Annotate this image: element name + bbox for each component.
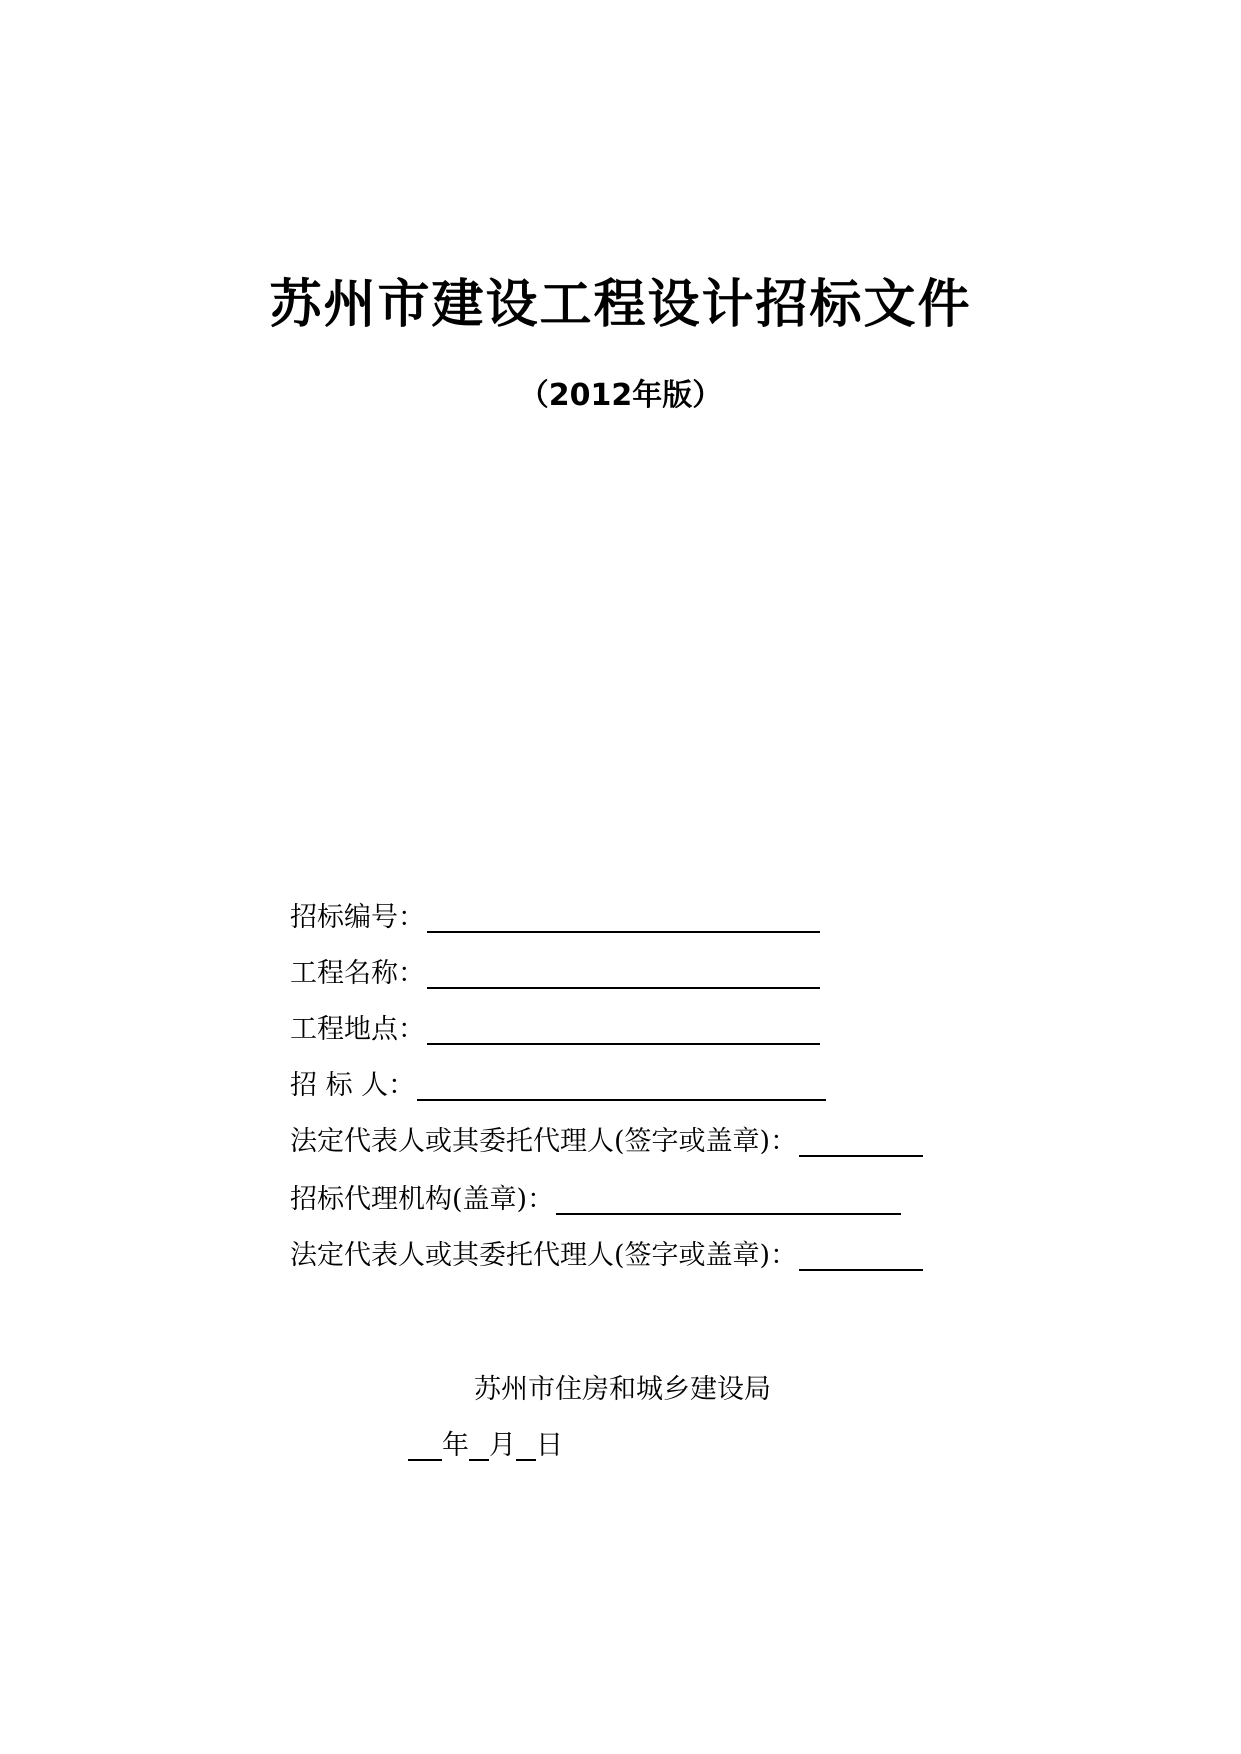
field-label: 招标编号： xyxy=(290,902,425,933)
tender-agency-blank[interactable] xyxy=(556,1183,901,1215)
field-agency-legal-representative xyxy=(290,1234,923,1274)
year-blank[interactable] xyxy=(408,1429,442,1461)
field-legal-representative xyxy=(290,1120,923,1160)
tenderer-blank[interactable] xyxy=(417,1069,826,1101)
agency-legal-representative-blank[interactable] xyxy=(799,1239,923,1271)
project-location-blank[interactable] xyxy=(427,1013,820,1045)
issuing-authority: 苏州市住房和城乡建设局 xyxy=(474,1374,771,1405)
field-label: 招标代理机构(盖章)： xyxy=(290,1184,555,1215)
field-tenderer xyxy=(290,1064,826,1104)
project-name-blank[interactable] xyxy=(427,957,820,989)
tender-number-blank[interactable] xyxy=(427,901,820,933)
field-label: 招 标 人： xyxy=(290,1070,416,1101)
issue-date xyxy=(408,1428,563,1464)
field-label: 法定代表人或其委托代理人(签字或盖章)： xyxy=(290,1240,798,1271)
year-label: 年 xyxy=(442,1430,469,1461)
month-label: 月 xyxy=(489,1430,516,1461)
field-label: 工程名称： xyxy=(290,958,425,989)
day-blank[interactable] xyxy=(516,1429,536,1461)
day-label: 日 xyxy=(536,1430,563,1461)
field-project-location xyxy=(290,1008,820,1048)
document-edition: （2012年版） xyxy=(518,378,723,413)
month-blank[interactable] xyxy=(469,1429,489,1461)
field-label: 工程地点： xyxy=(290,1014,425,1045)
field-tender-number xyxy=(290,896,820,936)
field-label: 法定代表人或其委托代理人(签字或盖章)： xyxy=(290,1126,798,1157)
legal-representative-blank[interactable] xyxy=(799,1125,923,1157)
field-tender-agency xyxy=(290,1178,901,1218)
document-title: 苏州市建设工程设计招标文件 xyxy=(269,275,972,335)
field-project-name xyxy=(290,952,820,992)
